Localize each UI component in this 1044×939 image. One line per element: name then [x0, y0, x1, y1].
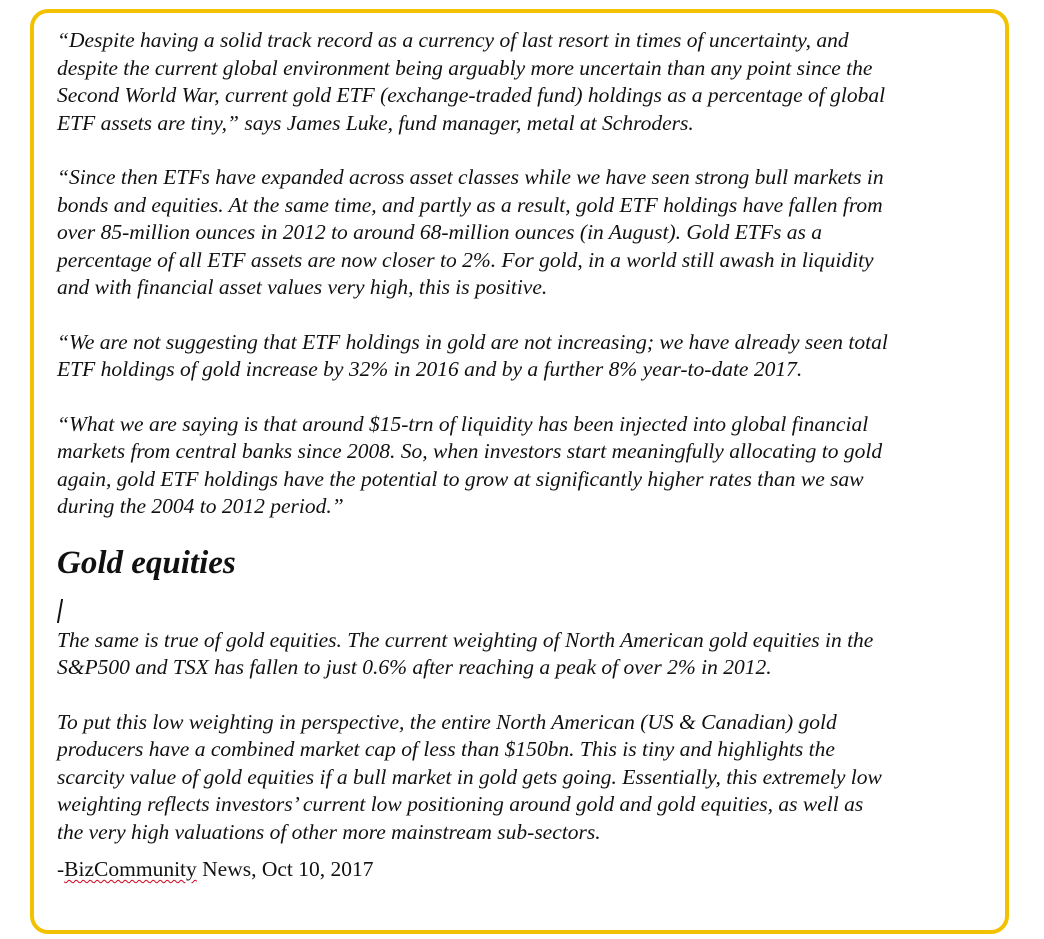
equities-paragraph-1: The same is true of gold equities. The current weighting of North American gold equities in the S&P500 and TSX has fallen to just 0.6% after reaching a peak of over 2% in 2012. [57, 627, 874, 679]
quote-paragraph-2: “Since then ETFs have expanded across asset classes while we have seen strong bull markets in bonds and equities. At the same time, and partly as a result, gold ETF holdings have fallen from over 85-million ounces in 2012 to around 68-million ounces (in August). Gold ETFs as a percentage of all ETF assets are now closer to 2%. For gold, in a world still awash in liquidity and with financial asset values very high, this is positive. [57, 165, 884, 299]
source-citation [57, 856, 997, 883]
text-cursor-line[interactable] [57, 599, 997, 625]
text-cursor [57, 599, 63, 623]
source-publication: BizCommunity [64, 857, 197, 881]
section-heading: Gold equities [57, 544, 236, 581]
quote-paragraph-4: “What we are saying is that around $15-trn of liquidity has been injected into global financial markets from central banks since 2008. So, when investors start meaningfully allocating to gold again, gold ETF holdings have the potential to grow at significantly higher rates than we saw during the 2004 to 2012 period.” [57, 411, 883, 518]
equities-paragraph-2: To put this low weighting in perspective, the entire North American (US & Canadian) gold producers have a combined market cap of less than $150bn. This is tiny and highlights the scarcity value of gold equities if a bull market in gold gets going. Essentially, this extremely low weighting reflects investors’ current low positioning around gold and gold equities, as well as the very high valuations of other more mainstream sub-sectors. [57, 709, 882, 844]
quote-paragraph-1: “Despite having a solid track record as a currency of last resort in times of uncertainty, and despite the current global environment being arguably more uncertain than any point since the Second World War, current gold ETF (exchange-traded fund) holdings as a percentage of global ETF assets are tiny,” says James Luke, fund manager, metal at Schroders. [57, 28, 886, 135]
source-date: News, Oct 10, 2017 [196, 857, 374, 881]
source-prefix: - [57, 857, 65, 881]
quote-paragraph-3: “We are not suggesting that ETF holdings in gold are not increasing; we have already seen total ETF holdings of gold increase by 32% in 2016 and by a further 8% year-to-date 2017. [57, 329, 888, 381]
document-body [57, 27, 997, 883]
